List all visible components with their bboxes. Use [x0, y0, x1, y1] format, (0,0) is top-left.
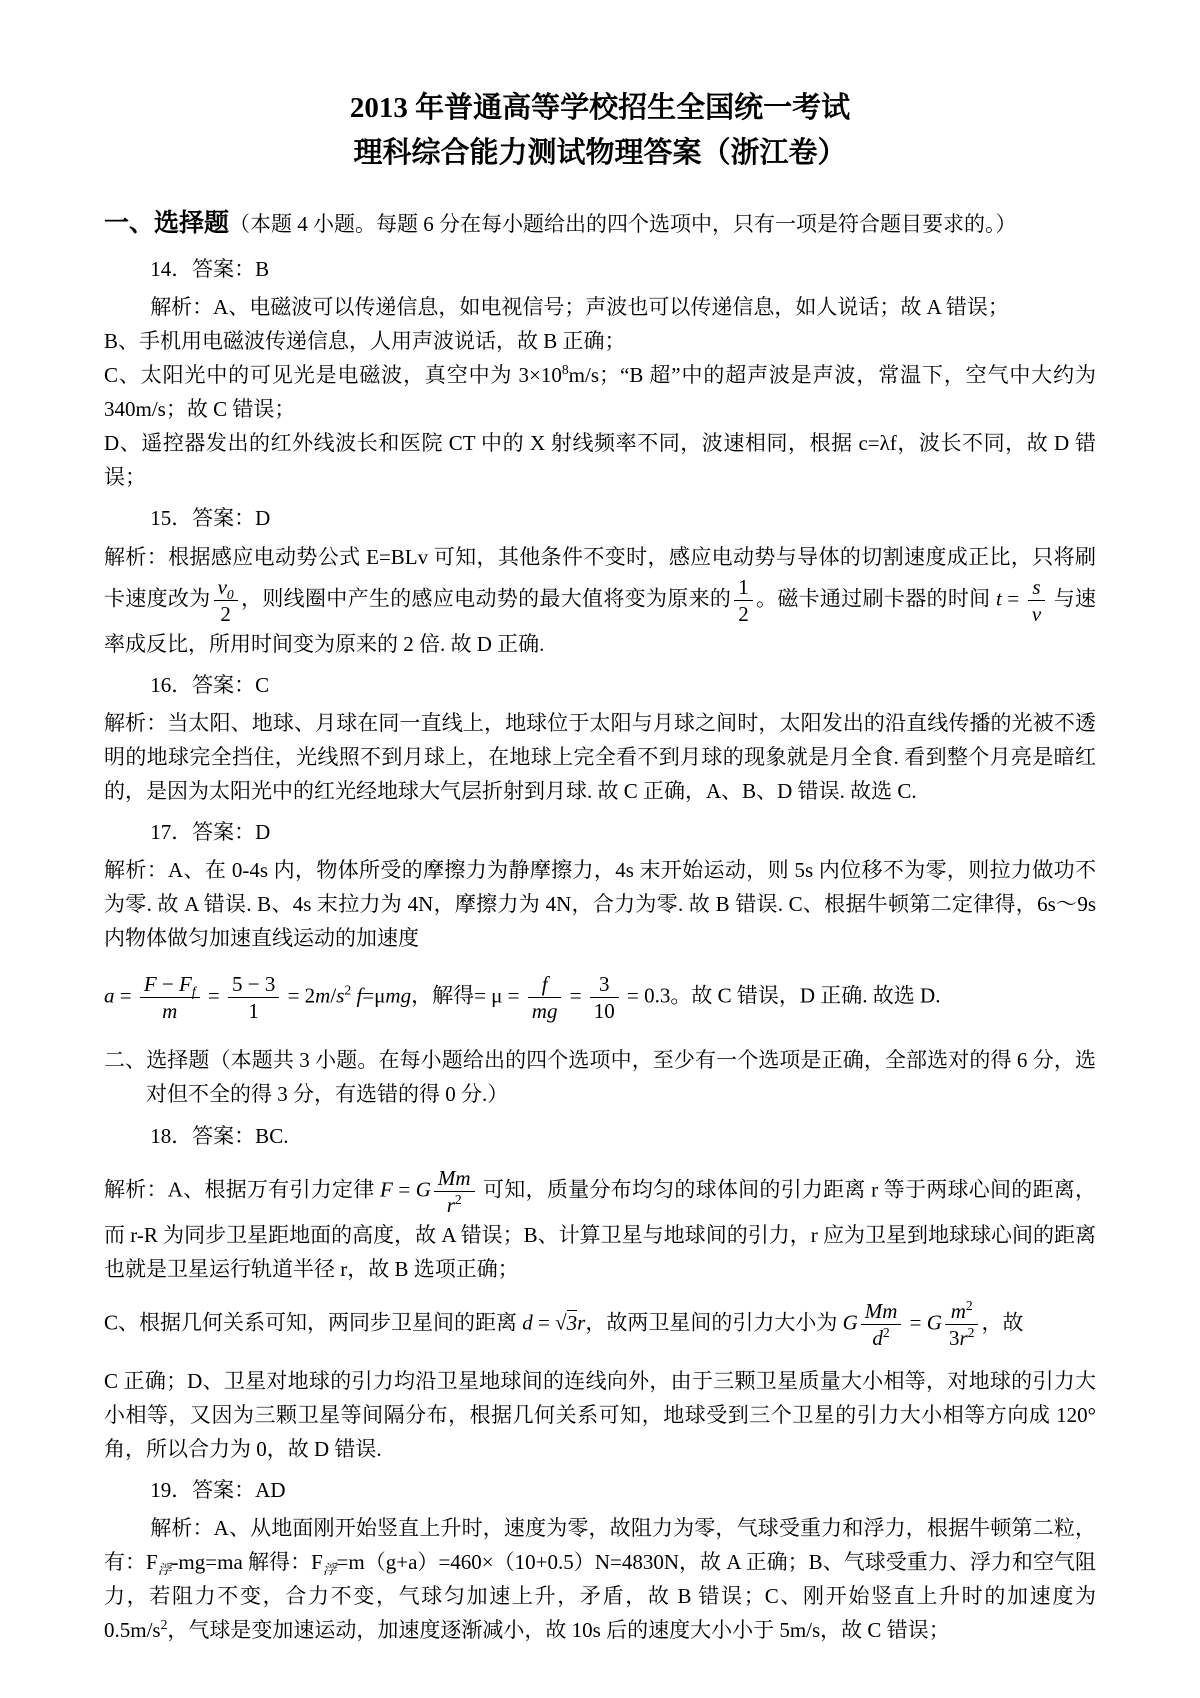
radical-sign: √ — [555, 1310, 567, 1335]
q14-answer: 14．答案：B — [150, 257, 270, 282]
text-run: r — [959, 1326, 968, 1351]
q18-analysis-part2 — [104, 1298, 1096, 1352]
section2-heading: 二、选择题（本题共 3 小题。在每小题给出的四个选项中，至少有一个选项是正确，全部选对的得 6 分，选对但不全的得 3 分，有选错的得 0 分.） — [104, 1047, 1096, 1106]
q18-answer: 18．答案：BC. — [150, 1123, 289, 1148]
fraction — [140, 971, 200, 1025]
text-run: 可知，质量分布均匀的球体间的引力距离 r 等于两球心间的距离，而 r-R 为同步卫星距地面的高度，故 A 错误；B、计算卫星与地球间的引力，r 应为卫星到地球球心间的距离也就是卫星运行轨道半径 r，故 B 选项正确； — [104, 1177, 1096, 1282]
text-run: = 2 — [282, 983, 316, 1008]
text-run: ，故 — [981, 1310, 1024, 1335]
text-run: 浮 — [322, 1562, 337, 1577]
text-run: =m（g+a）=460×（10+0.5）N=4830N，故 A 正确；B、气球受重力、浮力和空气阻力，若阻力不变，合力不变，气球匀加速上升，矛盾，故 B 错误；C、刚开始竖直上升时的加速度为 0.5m/s — [104, 1549, 1096, 1642]
document-title-line2: 理科综合能力测试物理答案（浙江卷） — [353, 136, 847, 169]
document-title-line1: 2013 年普通高等学校招生全国统一考试 — [349, 92, 851, 124]
text-run: ，则线圈中产生的感应电动势的最大值将变为原来的 — [240, 586, 732, 611]
q17-formula — [104, 971, 1096, 1025]
text-run: F — [143, 972, 157, 997]
text-run: t — [996, 586, 1002, 611]
text-run: v — [1031, 601, 1042, 626]
text-run: F — [179, 972, 192, 997]
text-run: 与速率成反比，所用时间变为原来的 2 倍. 故 D 正确. — [104, 586, 1097, 657]
text-run: 2 — [454, 1191, 462, 1207]
fraction-denominator — [140, 998, 200, 1024]
text-run: 8 — [561, 362, 569, 378]
fraction-denominator — [861, 1325, 902, 1351]
text-run: 一、选择题 — [104, 209, 230, 237]
q16-answer: 16．答案：C — [150, 673, 270, 698]
section1-heading — [104, 204, 1096, 245]
text-run: C、根据几何关系可知，两同步卫星间的距离 — [104, 1310, 523, 1335]
q15-answer: 15．答案：D — [150, 506, 271, 531]
text-run: = — [532, 1310, 556, 1335]
text-run: 10 — [593, 999, 615, 1024]
q14-analysis-option-a: 解析：A、电磁波可以传递信息，如电视信号；声波也可以传递信息，如人说话；故 A 错误； — [150, 295, 1009, 320]
text-run: s — [1032, 574, 1041, 599]
fraction-denominator — [734, 601, 753, 627]
text-run: C、太阳光中的可见光是电磁波，真空中为 3×10 — [104, 363, 562, 388]
text-run: = — [1001, 586, 1025, 611]
text-run: f — [356, 983, 363, 1008]
fraction — [734, 574, 753, 628]
q17-analysis: 解析：A、在 0-4s 内，物体所受的摩擦力为静摩擦力，4s 末开始运动，则 5s 内位移不为零，则拉力做功不为零. 故 A 错误. B、4s 末拉力为 4N，摩擦力为 4N，合力为零. 故 B 错误. C、根据牛顿第二定律得，6s～9s 内物体做匀加速直线运动的加速度 — [104, 858, 1096, 951]
text-run: -mg=ma 解得：F — [171, 1549, 323, 1574]
text-run: m — [162, 999, 178, 1024]
fraction-numerator — [228, 971, 279, 998]
fraction-numerator — [590, 971, 619, 998]
q15-analysis — [104, 540, 1096, 662]
fraction-numerator — [734, 574, 753, 601]
text-run: =μ — [362, 983, 386, 1008]
text-run: 3 — [948, 1326, 960, 1351]
fraction — [228, 971, 279, 1025]
text-run: 1 — [738, 574, 749, 599]
text-run: 2 — [160, 1616, 168, 1632]
text-run: = — [392, 1177, 416, 1202]
text-run: 1 — [248, 999, 259, 1024]
text-run: a — [104, 983, 115, 1008]
radicand — [567, 1310, 578, 1335]
fraction-numerator — [861, 1298, 902, 1325]
fraction-denominator — [434, 1192, 475, 1218]
text-run: 2 — [220, 601, 231, 626]
text-run: ，解得= μ = — [411, 983, 525, 1008]
text-run: 解析：根据感应电动势公式 E=BLv 可知，其他条件不变时，感应电动势与导体的切割速度成正比，只将刷卡速度改为 — [104, 544, 1096, 611]
text-run: = — [202, 983, 225, 1008]
q18-analysis-part3: C 正确；D、卫星对地球的引力均沿卫星地球间的连线向外，由于三颗卫星质量大小相等，对地球的引力大小相等，又因为三颗卫星等间隔分布，根据几何关系可知，地球受到三个卫星的引力大小相等方向成 120°角，所以合力为 0，故 D 错误. — [104, 1368, 1096, 1461]
fraction — [434, 1165, 475, 1219]
text-run: v — [217, 574, 227, 599]
text-run: 2 — [965, 1298, 973, 1314]
title-block — [104, 86, 1096, 176]
fraction — [528, 971, 562, 1025]
text-run: 解析：A、从地面刚开始竖直上升时，速度为零，故阻力为零，气球受重力和浮力，根据牛顿第二粒，有：F — [104, 1515, 1096, 1574]
fraction-denominator — [214, 601, 238, 627]
text-run: G — [926, 1310, 942, 1335]
fraction-denominator — [590, 998, 619, 1024]
q16-analysis: 解析：当太阳、地球、月球在同一直线上，地球位于太阳与月球之间时，太阳发出的沿直线传播的光被不透明的地球完全挡住，光线照不到月球上，在地球上完全看不到月球的现象就是月全食. 看到整个月亮是暗红的，是因为太阳光中的红光经地球大气层折射到月球. 故 C 正确，A、B、D 错误. 故选 C. — [104, 711, 1096, 804]
text-run: m — [315, 983, 331, 1008]
fraction-numerator — [434, 1165, 475, 1192]
q18-analysis-part1 — [104, 1165, 1096, 1287]
fraction-numerator — [528, 971, 562, 998]
q17-answer: 17．答案：D — [150, 820, 271, 845]
text-run: 5 − 3 — [231, 972, 276, 997]
text-run: = — [114, 983, 137, 1008]
fraction — [1028, 574, 1045, 628]
text-run: G — [415, 1177, 431, 1202]
fraction — [590, 971, 619, 1025]
text-run: d — [522, 1310, 533, 1335]
q14-analysis-option-d: D、遥控器发出的红外线波长和医院 CT 中的 X 射线频率不同，波速相同，根据 c=λf，波长不同，故 D 错误； — [104, 431, 1096, 490]
fraction-numerator — [945, 1298, 979, 1325]
fraction — [861, 1298, 902, 1352]
text-run: 3 — [599, 972, 610, 997]
fraction-numerator — [1028, 574, 1045, 601]
text-run: f — [191, 984, 196, 1000]
text-run: m — [950, 1299, 966, 1324]
text-run: f — [541, 972, 548, 997]
fraction-denominator — [528, 998, 562, 1024]
q19-analysis — [104, 1511, 1096, 1647]
text-run: = 0.3。故 C 错误，D 正确. 故选 D. — [621, 983, 941, 1008]
text-run: / — [330, 983, 337, 1008]
text-run: 浮 — [157, 1562, 172, 1577]
fraction — [945, 1298, 979, 1352]
text-run: ，气球是变加速运动，加速度逐渐减小，故 10s 后的速度大小小于 5m/s，故 C 错误； — [167, 1617, 950, 1642]
fraction-denominator — [228, 998, 279, 1024]
text-run: m/s；“B 超”中的超声波是声波，常温下，空气中大约为 340m/s；故 C 错误； — [104, 363, 1096, 422]
text-run: 2 — [882, 1325, 890, 1341]
text-run: Mm — [864, 1299, 898, 1324]
text-run: s — [336, 983, 345, 1008]
fraction — [214, 574, 238, 628]
square-root — [555, 1310, 577, 1335]
fraction-numerator — [214, 574, 238, 601]
text-run: ，故两卫星间的引力大小为 — [585, 1310, 843, 1335]
text-run: = — [564, 983, 587, 1008]
text-run: 3 — [566, 1310, 578, 1335]
text-run: G — [842, 1310, 858, 1335]
text-run: d — [872, 1326, 883, 1351]
text-run: 解析：A、根据万有引力定律 — [104, 1177, 381, 1202]
fraction-denominator — [1028, 601, 1045, 627]
fraction-numerator — [140, 971, 200, 998]
q14-analysis-option-b: B、手机用电磁波传递信息，人用声波说话，故 B 正确； — [104, 329, 626, 354]
text-run: F — [380, 1177, 393, 1202]
text-run: − — [156, 972, 180, 997]
text-run: = — [904, 1310, 927, 1335]
text-run: 0 — [226, 586, 234, 602]
text-run: mg — [531, 999, 558, 1024]
text-run: 。磁卡通过刷卡器的时间 — [755, 586, 997, 611]
text-run: Mm — [437, 1165, 471, 1190]
text-run: r — [577, 1310, 586, 1335]
text-run: mg — [385, 983, 412, 1008]
text-run: 2 — [344, 982, 352, 998]
text-run: 2 — [738, 601, 749, 626]
text-run: 2 — [967, 1325, 975, 1341]
q14-analysis-option-c — [104, 358, 1096, 426]
text-run: （本题 4 小题。每题 6 分在每小题给出的四个选项中，只有一项是符合题目要求的。） — [229, 211, 1017, 236]
text-run: r — [446, 1192, 455, 1217]
q19-answer: 19．答案：AD — [150, 1477, 286, 1502]
fraction-denominator — [945, 1325, 979, 1351]
